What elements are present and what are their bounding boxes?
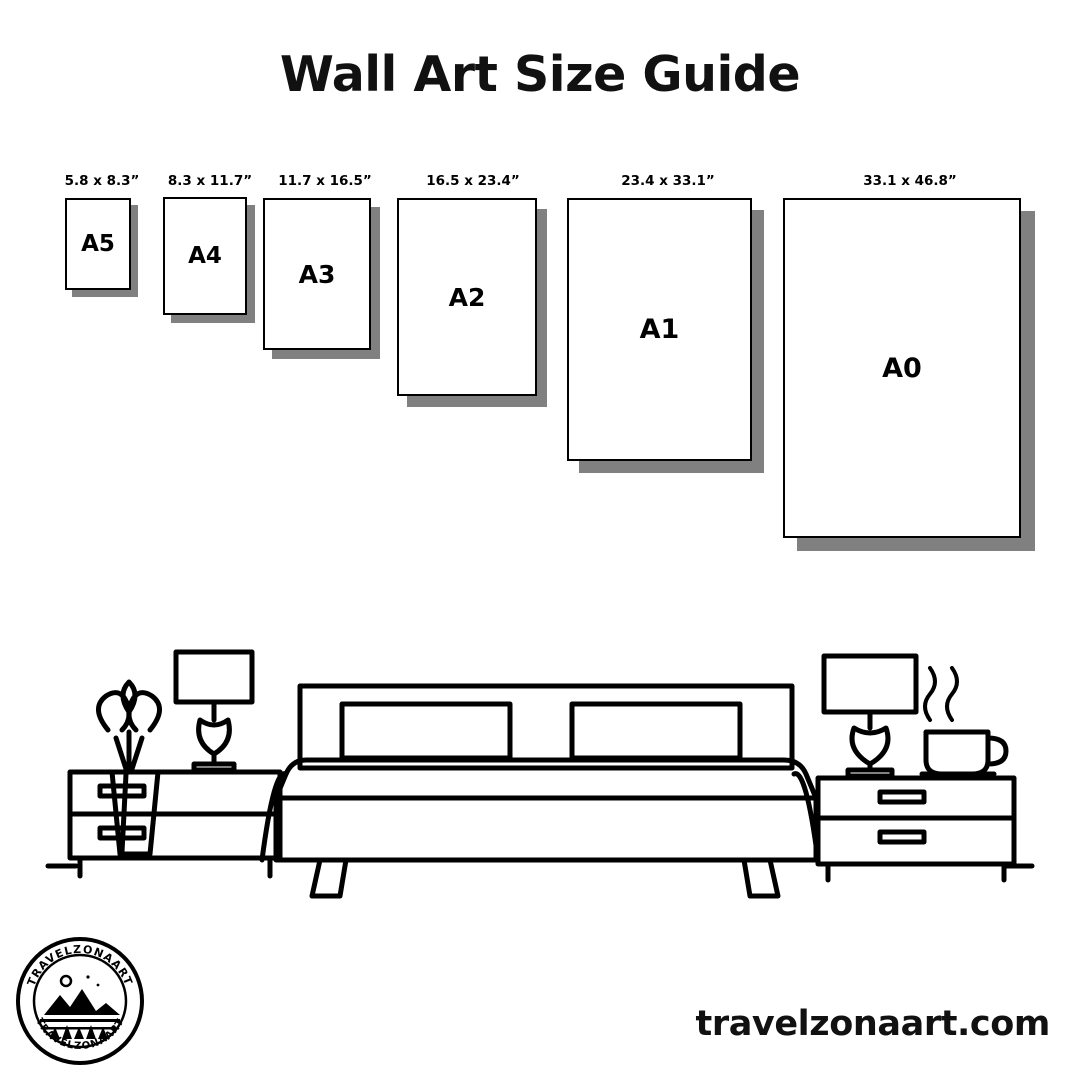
size-chart — [0, 165, 1080, 585]
frame-name-label: A0 — [882, 352, 922, 384]
drawer-handle — [880, 832, 924, 842]
frame-name-label: A2 — [448, 282, 486, 312]
logo-scene — [40, 975, 120, 1039]
frame-dimensions-label: 16.5 x 23.4” — [426, 173, 520, 189]
right-nightstand — [818, 778, 1014, 880]
frame-name-label: A4 — [188, 243, 222, 269]
frame-name-label: A5 — [81, 231, 115, 257]
bed-leg-right — [744, 860, 778, 896]
moon-icon — [61, 976, 71, 986]
frame-name-label: A3 — [298, 259, 336, 289]
drawer-handle — [880, 792, 924, 802]
star-icon — [97, 984, 100, 987]
frame-box-a3[interactable] — [263, 198, 371, 350]
page-title: Wall Art Size Guide — [279, 46, 801, 103]
logo-bottom-text: TRAVELZONAART — [33, 1016, 127, 1053]
frame-dimensions-label: 23.4 x 33.1” — [621, 173, 715, 189]
frame-dimensions-label: 33.1 x 46.8” — [863, 173, 957, 189]
frame-box-a5[interactable] — [65, 198, 131, 290]
logo-top-text: TRAVELZONAART — [24, 942, 136, 988]
lake-line — [40, 1019, 120, 1022]
steam — [925, 668, 935, 720]
frame-box-a4[interactable] — [163, 197, 247, 315]
mountain-icon — [44, 989, 120, 1015]
site-url[interactable]: travelzonaart.com — [695, 1004, 1050, 1044]
frame-dimensions-label: 5.8 x 8.3” — [64, 173, 140, 189]
bed — [262, 686, 818, 896]
frame-box-a1[interactable] — [567, 198, 752, 461]
steam — [947, 668, 957, 720]
left-nightstand — [70, 772, 280, 876]
frame-group-a1 — [558, 165, 778, 505]
frame-group-a2 — [388, 165, 558, 425]
frame-box-a2[interactable] — [397, 198, 537, 396]
frame-dimensions-label: 8.3 x 11.7” — [167, 173, 253, 189]
pillow-left — [342, 704, 510, 758]
left-lamp — [176, 652, 252, 770]
frame-group-a4 — [150, 165, 270, 335]
frame-group-a5 — [48, 165, 156, 295]
travelzonaart-logo[interactable] — [14, 935, 146, 1067]
frame-group-a3 — [255, 165, 395, 385]
frame-group-a0 — [775, 165, 1045, 585]
mattress — [276, 798, 816, 860]
bedroom-illustration — [0, 560, 1080, 910]
frame-dimensions-label: 11.7 x 16.5” — [278, 173, 372, 189]
coffee-cup — [922, 668, 1006, 774]
drawer-handle — [100, 786, 144, 796]
frame-box-a0[interactable] — [783, 198, 1021, 538]
star-icon — [86, 975, 89, 978]
right-lamp — [824, 656, 916, 776]
frame-name-label: A1 — [639, 314, 680, 345]
pillow-right — [572, 704, 740, 758]
bed-leg-left — [312, 860, 346, 896]
